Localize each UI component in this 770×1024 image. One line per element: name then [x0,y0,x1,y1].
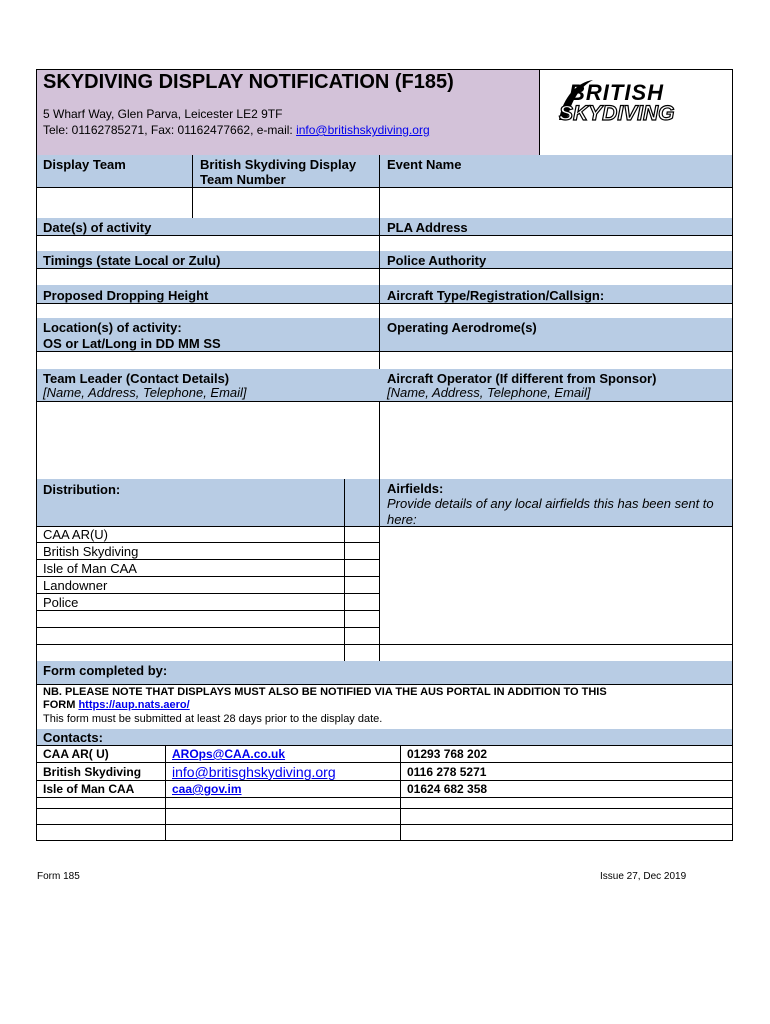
page-title: SKYDIVING DISPLAY NOTIFICATION (F185) [43,71,454,93]
contact-email-link[interactable]: info@britishskydiving.org [296,123,430,137]
distribution-row [36,627,380,645]
team-leader-hint: [Name, Address, Telephone, Email] [43,385,247,400]
operating-aerodrome-label: Operating Aerodrome(s) [387,320,537,335]
distribution-item-landowner: Landowner [43,578,108,593]
footer-issue: Issue 27, Dec 2019 [600,871,687,882]
form-completed-label: Form completed by: [43,663,168,678]
contacts-row [36,780,733,798]
aircraft-operator-label: Aircraft Operator (If different from Sponsor) [387,371,657,386]
timings-label: Timings (state Local or Zulu) [43,253,221,268]
row-height-input[interactable] [36,303,733,319]
distribution-row [36,593,380,611]
distribution-item-british-skydiving: British Skydiving [43,544,139,559]
event-name-label: Event Name [387,157,462,172]
police-authority-label: Police Authority [387,253,487,268]
contacts-header [36,729,733,746]
contacts-row [36,745,733,763]
location-label-2: OS or Lat/Long in DD MM SS [43,336,221,351]
dates-label: Date(s) of activity [43,220,152,235]
contact-phone-iom-caa: 01624 682 358 [407,782,488,796]
contact-email-british-skydiving[interactable]: info@britisghskydiving.org [172,764,336,780]
contact-prefix: Tele: 01162785271, Fax: 01162477662, e-mail: [43,123,297,137]
logo-text-british: BRITISH [569,80,664,105]
row-leader-input[interactable] [36,401,733,480]
location-label-1: Location(s) of activity: [43,320,182,335]
distribution-item-caa: CAA AR(U) [43,527,109,542]
contacts-row [36,808,733,825]
distribution-check-caa[interactable] [345,527,378,542]
contact-phone-caa: 01293 768 202 [407,747,488,761]
notice-line-1: NB. PLEASE NOTE THAT DISPLAYS MUST ALSO BE NOTIFIED VIA THE AUS PORTAL IN ADDITION TO THIS [43,686,607,698]
distribution-check-landowner[interactable] [345,578,378,593]
airfields-label: Airfields: [387,481,444,496]
distribution-check-iom-caa[interactable] [345,561,378,576]
team-leader-label: Team Leader (Contact Details) [43,371,230,386]
aircraft-operator-hint: [Name, Address, Telephone, Email] [387,385,591,400]
address-line: 5 Wharf Way, Glen Parva, Leicester LE2 9TF [43,107,283,121]
display-team-label: Display Team [43,157,126,172]
divider [192,155,193,219]
row-location-input[interactable] [36,351,733,370]
contact-email-iom-caa[interactable]: caa@gov.im [172,782,242,796]
distribution-item-iom-caa: Isle of Man CAA [43,561,137,576]
aircraft-type-label: Aircraft Type/Registration/Callsign: [387,288,605,303]
team-number-label: British Skydiving Display Team Number [200,157,357,187]
contact-email-caa[interactable]: AROps@CAA.co.uk [172,747,286,761]
row-team-header [36,155,733,188]
contact-line [43,123,430,137]
row-timings-input[interactable] [36,268,733,286]
row-team-input[interactable] [36,187,733,219]
aus-portal-link[interactable]: https://aup.nats.aero/ [78,699,190,711]
contact-name-caa: CAA AR( U) [43,747,109,761]
distribution-item-police: Police [43,595,79,610]
airfields-bottom-line [379,627,733,645]
contact-name-british-skydiving: British Skydiving [43,765,142,779]
distribution-label: Distribution: [43,482,121,497]
airfields-hint: Provide details of any local airfields this has been sent to here: [387,496,714,527]
british-skydiving-logo [553,76,725,132]
contact-name-iom-caa: Isle of Man CAA [43,782,135,796]
notice-form-text: FORM [43,699,79,711]
distribution-check-police[interactable] [345,595,378,610]
pla-address-label: PLA Address [387,220,468,235]
distribution-row [36,610,380,628]
footer-form-number: Form 185 [37,871,80,882]
row-dates-input[interactable] [36,235,733,252]
divider [379,155,380,219]
distribution-check-british-skydiving[interactable] [345,544,378,559]
logo-text-skydiving: SKYDIVING [559,102,675,125]
dropping-height-label: Proposed Dropping Height [43,288,209,303]
notice-line-3: This form must be submitted at least 28 days prior to the display date. [43,713,383,725]
contact-phone-british-skydiving: 0116 278 5271 [407,765,487,779]
notice-line-2 [43,699,190,712]
contacts-heading: Contacts: [43,730,103,745]
